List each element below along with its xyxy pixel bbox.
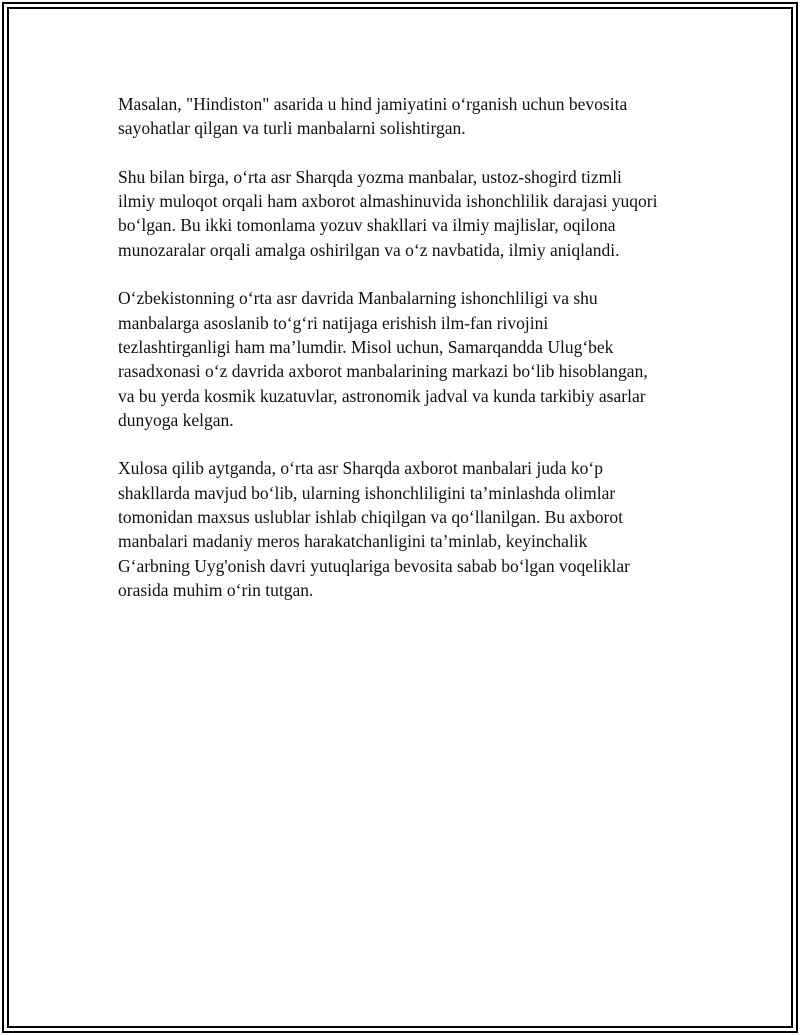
- text-line: tomonidan maxsus uslublar ishlab chiqilgan va qo‘llanilgan. Bu axborot: [118, 507, 623, 528]
- text-line: munozaralar orqali amalga oshirilgan va o‘z navbatida, ilmiy aniqlandi.: [118, 239, 620, 260]
- text-line: G‘arbning Uyg'onish davri yutuqlariga bevosita sabab bo‘lgan voqeliklar: [118, 555, 630, 576]
- text-line: orasida muhim o‘rin tutgan.: [118, 579, 314, 600]
- paragraph-1: [118, 92, 686, 141]
- text-line: ilmiy muloqot orqali ham axborot almashinuvida ishonchlilik darajasi yuqori: [118, 191, 658, 212]
- text-line: bo‘lgan. Bu ikki tomonlama yozuv shakllari va ilmiy majlislar, oqilona: [118, 215, 616, 236]
- text-line: manbalari madaniy meros harakatchanligini ta’minlab, keyinchalik: [118, 531, 588, 552]
- text-line: tezlashtirganligi ham ma’lumdir. Misol uchun, Samarqandda Ulug‘bek: [118, 336, 614, 357]
- text-line: shakllarda mavjud bo‘lib, ularning ishonchliligini ta’minlashda olimlar: [118, 482, 616, 503]
- text-line: dunyoga kelgan.: [118, 409, 234, 430]
- text-line: sayohatlar qilgan va turli manbalarni solishtirgan.: [118, 118, 466, 139]
- text-line: va bu yerda kosmik kuzatuvlar, astronomik jadval va kunda tarkibiy asarlar: [118, 385, 646, 406]
- text-line: Xulosa qilib aytganda, o‘rta asr Sharqda axborot manbalari juda ko‘p: [118, 458, 603, 479]
- paragraph-2: [118, 165, 686, 262]
- text-line: O‘zbekistonning o‘rta asr davrida Manbalarning ishonchliligi va shu: [118, 288, 598, 309]
- text-line: manbalarga asoslanib to‘g‘ri natijaga erishish ilm-fan rivojini: [118, 312, 549, 333]
- paragraph-4: [118, 456, 686, 602]
- document-body: [118, 92, 686, 627]
- paragraph-3: [118, 286, 686, 432]
- text-line: rasadxonasi o‘z davrida axborot manbalarining markazi bo‘lib hisoblangan,: [118, 361, 648, 382]
- text-line: Masalan, "Hindiston" asarida u hind jamiyatini o‘rganish uchun bevosita: [118, 94, 628, 114]
- text-line: Shu bilan birga, o‘rta asr Sharqda yozma manbalar, ustoz-shogird tizmli: [118, 166, 622, 187]
